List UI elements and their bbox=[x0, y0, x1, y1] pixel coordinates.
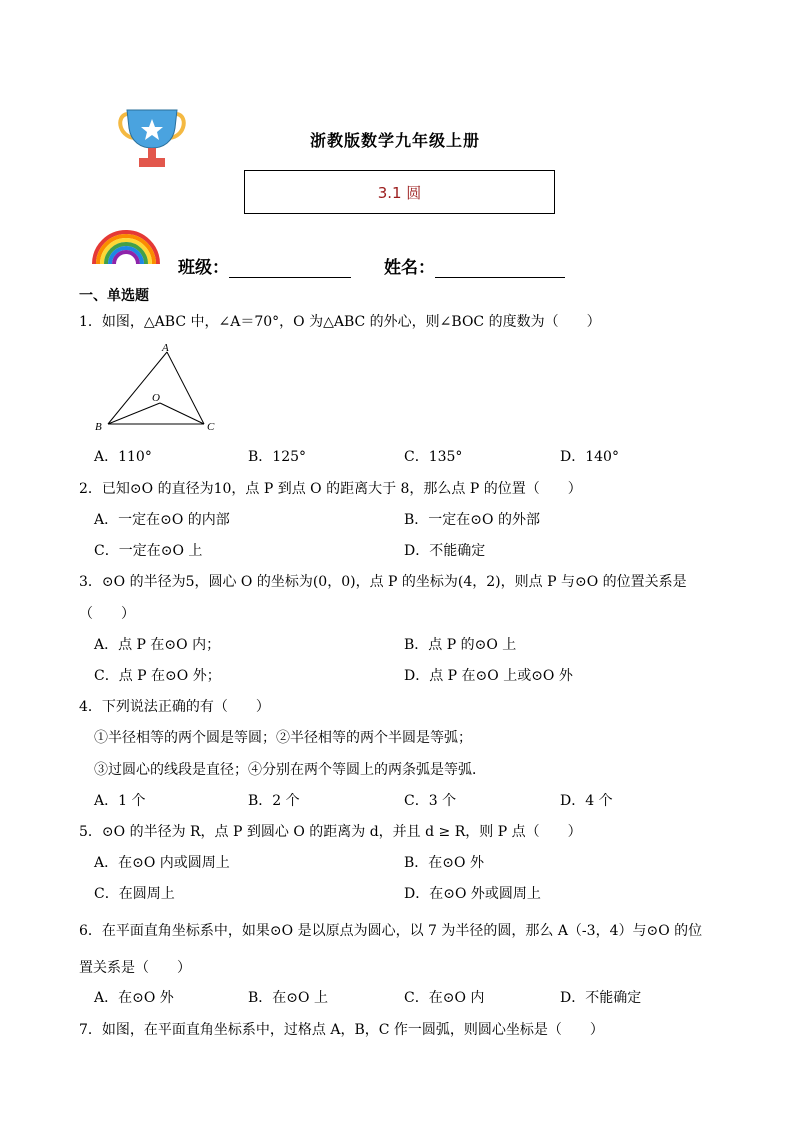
q6-option-d[interactable]: D．不能确定 bbox=[560, 990, 642, 1006]
q4-option-a[interactable]: A．1 个 bbox=[94, 793, 146, 809]
triangle-figure bbox=[90, 340, 230, 435]
q4-statement-2: ③过圆心的线段是直径；④分别在两个等圆上的两条弧是等弧． bbox=[94, 762, 486, 778]
q1-option-a[interactable]: A．110° bbox=[94, 449, 152, 465]
question-3-stem-cont: （ ） bbox=[79, 606, 135, 622]
name-blank[interactable] bbox=[435, 259, 565, 278]
class-blank[interactable] bbox=[229, 259, 351, 278]
question-6-stem: 6．在平面直角坐标系中，如果⊙O 是以原点为圆心，以 7 为半径的圆，那么 A（-3，4）与⊙O 的位 bbox=[79, 923, 703, 939]
q2-option-b[interactable]: B．一定在⊙O 的外部 bbox=[404, 512, 540, 528]
question-2-stem: 2．已知⊙O 的直径为10，点 P 到点 O 的距离大于 8，那么点 P 的位置（ ） bbox=[79, 481, 582, 497]
question-6-stem-cont: 置关系是（ ） bbox=[79, 960, 191, 976]
q5-option-a[interactable]: A．在⊙O 内或圆周上 bbox=[94, 855, 230, 871]
q3-option-b[interactable]: B．点 P 的⊙O 上 bbox=[404, 637, 517, 653]
q5-option-c[interactable]: C．在圆周上 bbox=[94, 886, 175, 902]
q1-option-d[interactable]: D．140° bbox=[560, 449, 619, 465]
q4-statement-1: ①半径相等的两个圆是等圆；②半径相等的两个半圆是等弧； bbox=[94, 730, 472, 746]
question-7-stem: 7．如图，在平面直角坐标系中，过格点 A，B，C 作一圆弧，则圆心坐标是（ ） bbox=[79, 1022, 604, 1038]
q4-option-c[interactable]: C．3 个 bbox=[404, 793, 457, 809]
document-title: 浙教版数学九年级上册 bbox=[310, 131, 481, 150]
center-o-label: O bbox=[152, 392, 160, 404]
name-field bbox=[384, 253, 565, 278]
q4-option-d[interactable]: D．4 个 bbox=[560, 793, 613, 809]
class-field bbox=[178, 253, 351, 278]
section-title: 一、单选题 bbox=[79, 288, 149, 304]
q5-option-b[interactable]: B．在⊙O 外 bbox=[404, 855, 484, 871]
q6-option-c[interactable]: C．在⊙O 内 bbox=[404, 990, 485, 1006]
rainbow-icon bbox=[90, 228, 162, 266]
name-label: 姓名： bbox=[384, 258, 435, 278]
q3-option-a[interactable]: A．点 P 在⊙O 内； bbox=[94, 637, 221, 653]
q2-option-a[interactable]: A．一定在⊙O 的内部 bbox=[94, 512, 230, 528]
q3-option-c[interactable]: C．点 P 在⊙O 外； bbox=[94, 668, 221, 684]
q2-option-d[interactable]: D．不能确定 bbox=[404, 543, 486, 559]
q5-option-d[interactable]: D．在⊙O 外或圆周上 bbox=[404, 886, 541, 902]
q1-option-c[interactable]: C．135° bbox=[404, 449, 463, 465]
q1-option-b[interactable]: B．125° bbox=[248, 449, 307, 465]
trophy-icon bbox=[117, 106, 187, 170]
q4-option-b[interactable]: B．2 个 bbox=[248, 793, 300, 809]
subtitle: 3.1 圆 bbox=[377, 183, 422, 202]
question-3-stem: 3．⊙O 的半径为5，圆心 O 的坐标为(0，0)，点 P 的坐标为(4，2)，则点 P 与⊙O 的位置关系是 bbox=[79, 574, 687, 590]
question-5-stem: 5．⊙O 的半径为 R，点 P 到圆心 O 的距离为 d，并且 d ≥ R，则 P 点（ ） bbox=[79, 824, 582, 840]
q2-option-c[interactable]: C．一定在⊙O 上 bbox=[94, 543, 203, 559]
q6-option-a[interactable]: A．在⊙O 外 bbox=[94, 990, 174, 1006]
q6-option-b[interactable]: B．在⊙O 上 bbox=[248, 990, 328, 1006]
question-1-stem: 1．如图，△ABC 中，∠A＝70°，O 为△ABC 的外心，则∠BOC 的度数为（ ） bbox=[79, 314, 601, 330]
q3-option-d[interactable]: D．点 P 在⊙O 上或⊙O 外 bbox=[404, 668, 573, 684]
vertex-b-label: B bbox=[95, 421, 102, 433]
class-label: 班级： bbox=[178, 258, 229, 278]
subtitle-box bbox=[244, 170, 555, 214]
vertex-c-label: C bbox=[207, 421, 215, 433]
question-4-stem: 4．下列说法正确的有（ ） bbox=[79, 699, 270, 715]
vertex-a-label: A bbox=[162, 342, 169, 354]
